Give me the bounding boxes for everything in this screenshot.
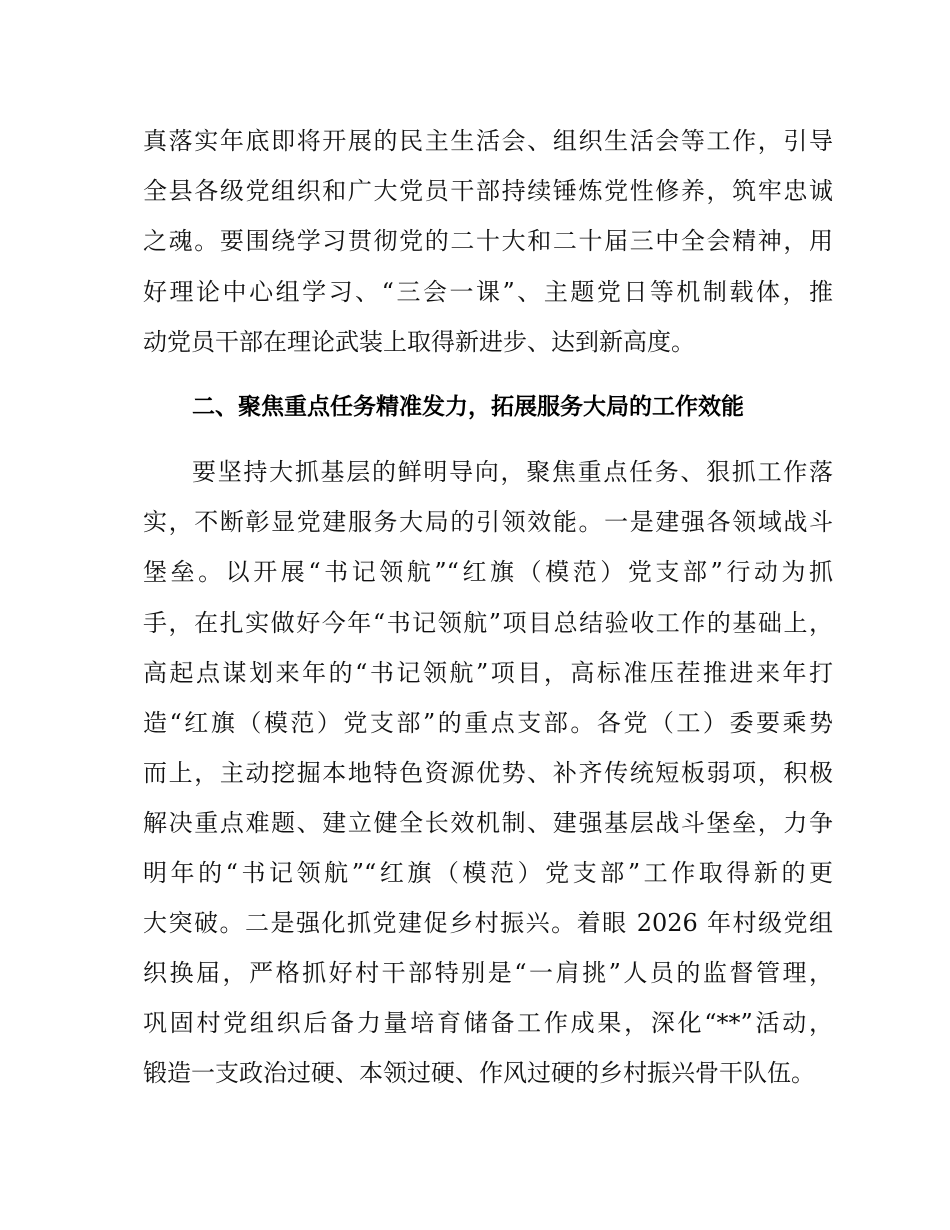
paragraph1-line-5: 动党员干部在理论武装上取得新进步、达到新高度。	[143, 328, 695, 356]
paragraph1-line-3: 之魂。要围绕学习贯彻党的二十大和二十届三中全会精神，用	[143, 227, 833, 255]
paragraph2-line-11: 织换届，严格抓好村干部特别是“一肩挑”人员的监督管理，	[143, 959, 833, 987]
paragraph2-line-7: 而上，主动挖掘本地特色资源优势、补齐传统短板弱项，积极	[143, 759, 833, 787]
paragraph2-line-5: 高起点谋划来年的“书记领航”项目，高标准压茬推进来年打	[143, 659, 833, 687]
paragraph2-line-2: 实，不断彰显党建服务大局的引领效能。一是建强各领域战斗	[143, 508, 833, 536]
paragraph1-line-2: 全县各级党组织和广大党员干部持续锤炼党性修养，筑牢忠诚	[143, 177, 833, 205]
paragraph2-line-3: 堡垒。以开展“书记领航”“红旗（模范）党支部”行动为抓	[143, 558, 833, 586]
paragraph1-line-1: 真落实年底即将开展的民主生活会、组织生活会等工作，引导	[143, 127, 833, 155]
paragraph2-line-6: 造“红旗（模范）党支部”的重点支部。各党（工）委要乘势	[143, 709, 833, 737]
paragraph2-line-10: 大突破。二是强化抓党建促乡村振兴。着眼 2026 年村级党组	[143, 909, 833, 937]
paragraph2-line-1: 要坚持大抓基层的鲜明导向，聚焦重点任务、狠抓工作落	[192, 458, 833, 486]
paragraph1-line-4: 好理论中心组学习、“三会一课”、主题党日等机制载体，推	[143, 278, 833, 306]
paragraph2-line-12: 巩固村党组织后备力量培育储备工作成果，深化“**”活动，	[143, 1009, 833, 1037]
paragraph2-line-4: 手，在扎实做好今年“书记领航”项目总结验收工作的基础上，	[143, 609, 833, 637]
paragraph2-line-8: 解决重点难题、建立健全长效机制、建强基层战斗堡垒，力争	[143, 809, 833, 837]
section-heading: 二、聚焦重点任务精准发力，拓展服务大局的工作效能	[192, 394, 744, 420]
paragraph2-line-9: 明年的“书记领航”“红旗（模范）党支部”工作取得新的更	[143, 859, 833, 887]
paragraph2-line-13: 锻造一支政治过硬、本领过硬、作风过硬的乡村振兴骨干队伍。	[143, 1059, 815, 1087]
